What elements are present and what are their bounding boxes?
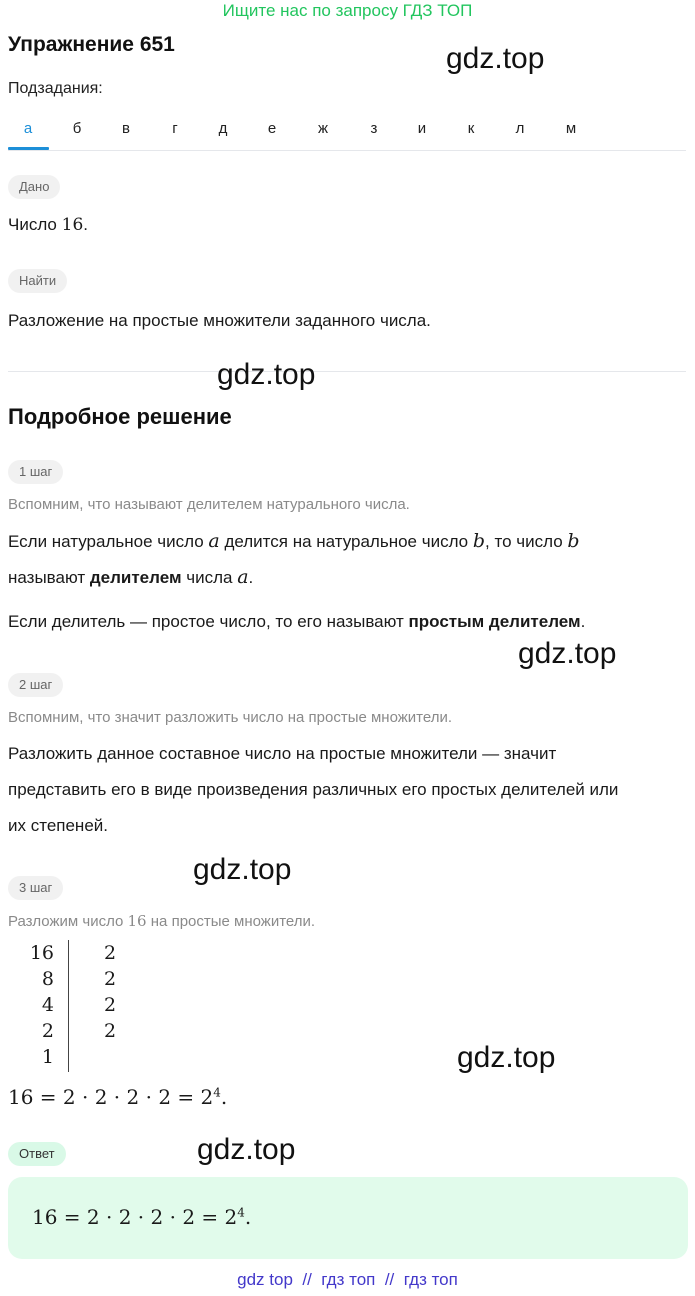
step2-line1: Разложить данное составное число на простые множители — значит [8,744,557,763]
factor-divisor: 2 [104,994,117,1016]
text: . [248,568,254,587]
var-b: b [472,530,486,552]
step1-line2 [8,566,253,588]
factor-dividend: 16 [29,942,54,964]
answer-badge: Ответ [8,1142,66,1166]
factor-divisor: 2 [104,942,117,964]
exponent: 4 [237,1205,245,1220]
footer-links[interactable]: gdz top // гдз топ // гдз топ [237,1270,458,1289]
text: . [244,1205,252,1229]
step2-hint: Вспомним, что значит разложить число на простые множители. [8,709,453,726]
tab-v[interactable]: в [122,120,130,137]
step1-line1 [8,530,580,552]
watermark: gdz.top [518,637,617,670]
text: называют [8,568,90,587]
search-banner[interactable]: Ищите нас по запросу ГДЗ ТОП [222,1,473,20]
factor-dividend: 1 [41,1046,54,1068]
text: Разложим число [8,913,128,930]
text: Если натуральное число [8,532,209,551]
tab-e[interactable]: е [267,120,277,137]
factor-dividend: 8 [41,968,54,990]
text: , то число [485,532,568,551]
given-prefix: Число [8,215,62,234]
factor-dividend: 2 [41,1020,54,1042]
solution-title: Подробное решение [8,404,232,429]
factor-divisor: 2 [104,1020,117,1042]
active-tab-indicator [8,147,49,150]
factorization-divider [68,940,69,1072]
tab-l[interactable]: л [515,120,525,137]
given-badge: Дано [8,175,60,199]
step2-badge: 2 шаг [8,673,63,697]
step1-badge: 1 шаг [8,460,63,484]
text: Если делитель — простое число, то его называют [8,612,409,631]
step3-badge: 3 шаг [8,876,63,900]
tab-zh[interactable]: ж [317,120,329,137]
tab-z[interactable]: з [370,120,378,137]
page-title: Упражнение 651 [8,33,175,56]
answer-text [32,1205,251,1229]
var-a: a [208,530,220,552]
tab-i[interactable]: и [417,120,427,137]
section-divider [8,371,686,372]
subtasks-label: Подзадания: [8,80,103,97]
watermark: gdz.top [217,358,316,391]
text: . [220,1085,228,1109]
subtask-tabs [8,112,686,151]
find-badge: Найти [8,269,67,293]
watermark: gdz.top [197,1133,296,1166]
tab-a[interactable]: а [23,120,33,137]
term-divisor: делителем [89,568,182,587]
number: 16 [127,912,147,930]
factorization-result [8,1085,227,1109]
text: числа [181,568,238,587]
text: . [580,612,586,631]
factor-dividend: 4 [41,994,54,1016]
tab-d[interactable]: д [218,120,228,137]
watermark: gdz.top [193,853,292,886]
text: на простые множители. [146,913,316,930]
text: 16 = 2 · 2 · 2 · 2 = 2 [8,1085,214,1109]
find-text: Разложение на простые множители заданного числа. [8,311,431,330]
text: 16 = 2 · 2 · 2 · 2 = 2 [32,1205,238,1229]
tab-b[interactable]: б [72,120,82,137]
given-number: 16 [61,215,84,235]
watermark: gdz.top [446,42,545,75]
step1-line3 [8,612,585,632]
text: делится на натуральное число [219,532,473,551]
exponent: 4 [213,1085,221,1100]
term-prime-divisor: простым делителем [408,612,581,631]
step2-line2: представить его в виде произведения различных его простых делителей или [8,780,619,799]
var-a: a [237,566,249,588]
tab-k[interactable]: к [467,120,475,137]
watermark: gdz.top [457,1041,556,1074]
given-text [8,215,88,235]
var-b: b [567,530,580,552]
step1-hint: Вспомним, что называют делителем натурального числа. [8,496,410,513]
tab-g[interactable]: г [172,120,178,137]
tab-m[interactable]: м [565,120,577,137]
factor-divisor: 2 [104,968,117,990]
step2-line3: их степеней. [8,816,108,835]
given-suffix: . [83,215,88,234]
step3-hint [8,912,315,930]
